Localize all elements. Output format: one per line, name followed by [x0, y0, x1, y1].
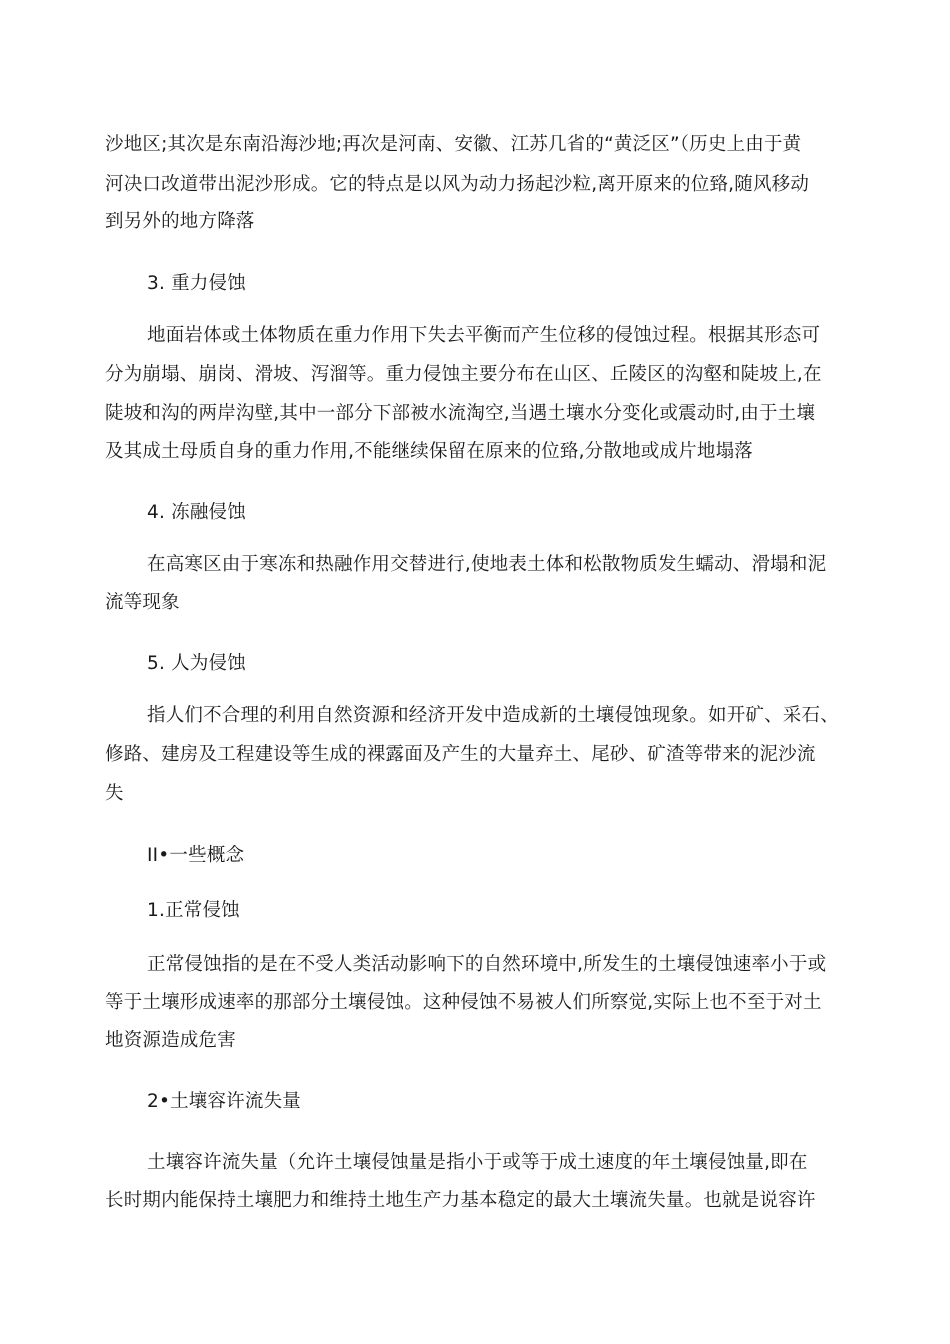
section-heading: 4. 冻融侵蚀 [147, 502, 246, 523]
paragraph-line: 土壤容许流失量（允许土壤侵蚀量是指小于或等于成土速度的年土壤侵蚀量,即在 [147, 1152, 808, 1173]
paragraph-line: 长时期内能保持土壤肥力和维持土地生产力基本稳定的最大土壤流失量。也就是说容许 [105, 1190, 816, 1211]
paragraph-line: 沙地区;其次是东南沿海沙地;再次是河南、安徽、江苏几省的“黄泛区”（历史上由于黄 [105, 134, 802, 155]
paragraph-line: 修路、建房及工程建设等生成的裸露面及产生的大量弃土、尾砂、矿渣等带来的泥沙流 [105, 744, 816, 765]
section-heading: 2•土壤容许流失量 [147, 1091, 301, 1112]
paragraph-line: 地资源造成危害 [105, 1030, 236, 1051]
paragraph-line: 陡坡和沟的两岸沟壁,其中一部分下部被水流淘空,当遇土壤水分变化或震动时,由于土壤 [105, 403, 816, 424]
paragraph-line: 失 [105, 783, 124, 804]
paragraph-line: 地面岩体或土体物质在重力作用下失去平衡而产生位移的侵蚀过程。根据其形态可 [147, 325, 821, 346]
paragraph-line: 等于土壤形成速率的那部分土壤侵蚀。这种侵蚀不易被人们所察觉,实际上也不至于对土 [105, 992, 822, 1013]
paragraph-line: 流等现象 [105, 592, 180, 613]
section-heading: 3. 重力侵蚀 [147, 273, 246, 294]
section-heading: 5. 人为侵蚀 [147, 653, 246, 674]
paragraph-line: 河决口改道带出泥沙形成。它的特点是以风为动力扬起沙粒,离开原来的位臵,随风移动 [105, 174, 810, 195]
paragraph-line: 指人们不合理的利用自然资源和经济开发中造成新的土壤侵蚀现象。如开矿、采石、 [147, 705, 839, 726]
paragraph-line: 及其成土母质自身的重力作用,不能继续保留在原来的位臵,分散地或成片地塌落 [105, 441, 753, 462]
section-title: II•一些概念 [147, 845, 245, 866]
paragraph-line: 正常侵蚀指的是在不受人类活动影响下的自然环境中,所发生的土壤侵蚀速率小于或 [147, 954, 827, 975]
section-heading: 1.正常侵蚀 [147, 900, 240, 921]
paragraph-line: 在高寒区由于寒冻和热融作用交替进行,使地表土体和松散物质发生蠕动、滑塌和泥 [147, 554, 827, 575]
paragraph-line: 分为崩塌、崩岗、滑坡、泻溜等。重力侵蚀主要分布在山区、丘陵区的沟壑和陡坡上,在 [105, 364, 822, 385]
paragraph-line: 到另外的地方降落 [105, 211, 255, 232]
